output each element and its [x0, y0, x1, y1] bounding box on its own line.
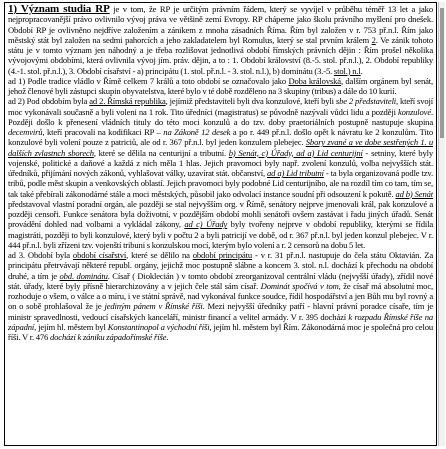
text-run: představoval vlastní poradní orgán, ale později se stal nejvyšším org. v Římě, senátory nejprve jmenovali král, pak konzulové a později censoři. Funkce senátora byla doživotní, v pozdějším období mohli senátoři ovšem zastávat i řadu jiných úřadů. Senát provádění dohled nad volbami a vykládal zákony,	[8, 198, 433, 230]
term-rimska-republika[interactable]: ad 2. Římská republika	[89, 96, 166, 107]
document-frame	[4, 2, 437, 446]
term-zakon-12-desek: na Zákoně 12 desek	[163, 127, 231, 137]
vertical-scrollbar[interactable]	[438, 2, 445, 446]
text-run: , jejím hl. městem byl	[34, 321, 108, 332]
text-run: ad 3. Období byla	[8, 250, 73, 260]
text-run: , které se dělila na centurijní a tributní.	[93, 147, 229, 158]
term-konstantinopol: Konstantinopol a východní říši	[107, 321, 210, 332]
term-jedinym-panem: jediným pánem v Římské říši	[104, 301, 203, 312]
text-run: byly tvořeny nejprve v období republiky, kterými se řídila magistráti, později to byli konzulové, který byli v počtu 2 a byli patricijí ve době, od r. 367 př.n.l. byl jeden konzul plebejec. V r. 444 př.n.l. byli zřízeni tzv. vojenští tribuni s konzulskou mocí, kterým bylo volení a r. 2 censorů na dobu 5 let.	[8, 219, 434, 250]
text-run: , kteří pracovali na kodifikaci RP –	[42, 127, 164, 137]
term-decemviru: decemvirů	[8, 127, 43, 137]
term-lid-tributni[interactable]: ad a) Lid tributní	[267, 168, 324, 178]
section-heading: 1) Význam studia RP	[8, 3, 110, 15]
text-run: , jejímiž představiteli byli dva konzulové, kteří byli	[165, 96, 336, 107]
term-obdobi-cisarstvi[interactable]: období císařství	[72, 250, 127, 260]
text-run: . Císař ( Dioklecián ) v tomto období zreorganizoval centrální vládu (nejvyšší úřady), zřídil nové stát. úřady, které byly přísně hierarchizovány a v jejich čele stál sám císař.	[8, 270, 433, 291]
text-run: , které se dělilo na	[126, 250, 193, 260]
text-run: .	[360, 65, 363, 76]
text-run: . Později došlo k přenesení vládních tituly do této moci konzulů a do tzv. doby praetoriálních postupně nastupuje skupina	[8, 106, 433, 127]
term-senat-urady[interactable]: b) Senát, c) Úřady, ad a) Lid centurijní	[228, 147, 363, 158]
term-obdobi-principatu[interactable]: období principátu	[192, 250, 253, 260]
term-doba-kralovska[interactable]: Doba královská	[288, 75, 341, 86]
text-run: .	[166, 332, 169, 342]
paragraph-1	[8, 4, 433, 76]
term-konzulove: konzulové	[397, 106, 431, 117]
text-run: - setniny, které byly vojenské, politické a daňové a každá z nich měla 1 hlas. Jejich pravomoci byly např. zvolení konzulů, volba nejvyšších stát. úředníků, přijímání nových zákonů, vyhlašovat války, uzavírat stát. občanství,	[8, 147, 433, 178]
text-run: , že císař má absolutní moc, rozhoduje o všem, o válce a o míru, i ve státní správě, nad vykonával funkce soudce, řídil hospodářství a jen Bůh mu byl rovný a on o sobě prohlašoval že je	[8, 280, 433, 312]
text-run: téměř 13 let a jako nejpropracovanější právo ovlivnilo vývoj práva ve většině zemí Evropy. RP chápeme jako školu právního myšlení pro dnešek. Období RP je ovlivněno nejdříve založením a zánikem z mnoha zásadních Říma. Řím byl založen v r. 753 př.n.l. Řím jako městský stát byl založen na sedmi pahorcích a jeho zakladatelem byl Romulus, který se stal prvním králem	[8, 4, 433, 45]
paragraph-2	[8, 76, 433, 97]
paragraph-4	[8, 250, 433, 342]
text-run: je v tom, že RP je určitým právním řádem, který se vyvíjel v průběhu	[109, 4, 362, 14]
term-ad-b-senat[interactable]: ad b) Senát	[395, 188, 434, 199]
link-2[interactable]: 2	[371, 34, 376, 45]
text-run: , jejím hl. městem byl Řím. Zákonodárná moc je společná pro celou říši. V r. 476	[8, 321, 433, 342]
text-run: , dalším orgánem byl senát, jehož členové byli zástupci skupin obyvatelstva, které bylo v té době rozděleno na 3 skupiny (tribus) a dále do 10 kurií.	[8, 75, 434, 96]
link-stol[interactable]: stol.) n.l	[333, 65, 361, 76]
text-run: ad 1) Podle tradice vládlo v Římě celkem 7 králů a toto období se označovalo jako	[8, 75, 289, 86]
text-run: ad 2) Pod obdobím byla	[8, 96, 90, 107]
term-ad-c-urady[interactable]: ad c) Úřady	[184, 219, 228, 230]
text-run: . Ve zánik tohoto státu je v tomto význam jen náhodný a je třeba rozlišovat jednotlivá období římských právních dějin : Řím prošel několika vývojovými obdobími, která ovlivnila vývoj jím. práv. dějin, a to : 1. Období království (8.-5. stol. př.n.l.), 2. Období republiky (4.-1. stol. př.n.l.), 3. Období císařství - a) principátu (1. stol. př.n.l. - 3. stol. n.l.), b) dominátu (3.-5.	[8, 34, 433, 76]
term-dominat[interactable]: obd. dominátu	[59, 270, 108, 281]
text-run: - ta byla organizovaná podle tzv. tribů, podle měst skupin a venkovských oblastí. Jejich pravomoci byly podobné Lid centurijního, ale na rozdíl tím co tam, tím se, tak také přebírali zákonodárné stále a moci městských, působil jako odvolací instance soudní při odsouzení k pokutě.	[8, 168, 433, 199]
scrollbar-thumb[interactable]	[440, 8, 444, 138]
text-run: a po r. 449 př.n.l. došlo opět k návratu ke 2 konzulům. Tito konzulové byli volení pouze z patriciů, ale od r. 367 př.n.l. byl jeden konzulem plebejec.	[8, 127, 434, 148]
term-zanik-rise: dochází k zániku západořímské říše	[50, 332, 167, 342]
text-run: . Mezi nejvyšší úředníky patří - hlavní právní poradce císaře, tím je ministr spravedlnosti, vedoucí císařských kanceláří, ministr financí a velitel armády. V r. 395 dochází	[8, 301, 434, 322]
term-sbory[interactable]: Sbory zvané a ve dobe sestřených 1. u dalších zvlastnch sborech	[8, 137, 433, 158]
term-dominat-spociva: Dominát spočívá v tom	[260, 280, 339, 291]
text-run: - v r. 31 př.n.l. nastupuje do čela státu Oktavián. Za principátu přetrvávají některé republ. orgány, jejichž moc postupně slábne a koncem 3. stol. n.l. dochází k přechodu na období druhé, a tím je	[8, 250, 433, 281]
paragraph-3	[8, 96, 433, 250]
term-italic: sbe 2 představiteli	[335, 96, 397, 107]
term-rozpad-rise: k rozpadu Římské říše na západní	[8, 311, 433, 332]
text-run: , kteří svojí moc vykonávali současně a byli voleni na 1 rok. Tito úředníci (magistratus) se původně nazývali vůdci lidu a později	[8, 96, 433, 117]
